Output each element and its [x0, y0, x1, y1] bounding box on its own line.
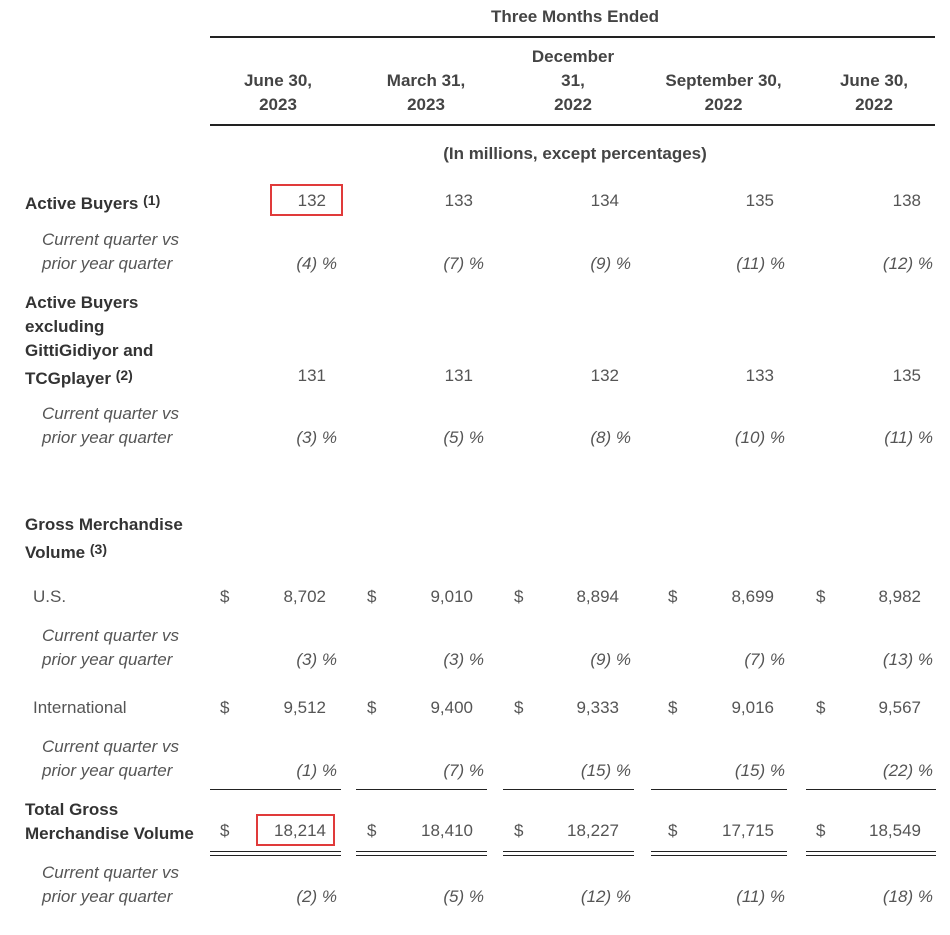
total-double-rule-4b [651, 855, 787, 856]
active-buyers-excl-yoy-2: (5) % [443, 428, 484, 447]
total-double-rule-1b [210, 855, 341, 856]
total-double-rule-5a [806, 851, 936, 852]
intl-currency-1: $ [220, 698, 230, 717]
us-yoy-1: (3) % [296, 650, 337, 669]
total-yoy-5: (18) % [882, 887, 933, 906]
col-header-2: March 31, 2023 [386, 71, 466, 114]
active-buyers-excl-yoy-1: (3) % [296, 428, 337, 447]
intl-value-5: 9,567 [878, 698, 921, 717]
us-value-5: 8,982 [878, 587, 921, 606]
intl-currency-5: $ [816, 698, 826, 717]
us-value-1: 8,702 [283, 587, 326, 606]
active-buyers-excl-value-4: 133 [745, 366, 774, 385]
subtotal-rule-2 [356, 789, 487, 790]
total-yoy-3: (12) % [580, 887, 631, 906]
intl-yoy-4: (15) % [734, 761, 785, 780]
highlight-box-active-buyers [270, 184, 343, 216]
international-label: International [33, 698, 127, 717]
intl-currency-4: $ [668, 698, 678, 717]
col-header-5: June 30, 2022 [839, 71, 909, 114]
us-label: U.S. [33, 587, 67, 606]
total-double-rule-3a [503, 851, 634, 852]
col-header-1: June 30, 2023 [243, 71, 313, 114]
total-value-4: 17,715 [722, 821, 774, 840]
subtotal-rule-1 [210, 789, 341, 790]
active-buyers-excl-yoy-4: (10) % [734, 428, 785, 447]
intl-currency-3: $ [514, 698, 524, 717]
us-currency-3: $ [514, 587, 524, 606]
active-buyers-yoy-label: Current quarter vs prior year quarter [42, 230, 179, 273]
intl-yoy-label: Current quarter vs prior year quarter [42, 737, 179, 780]
total-value-1: 18,214 [274, 821, 326, 840]
intl-yoy-3: (15) % [580, 761, 631, 780]
unit-note: (In millions, except percentages) [443, 144, 707, 163]
total-value-2: 18,410 [421, 821, 473, 840]
active-buyers-value-4: 135 [745, 191, 774, 210]
active-buyers-excl-yoy-3: (8) % [590, 428, 631, 447]
active-buyers-label: Active Buyers $^{(1)}$ [25, 192, 161, 213]
total-currency-3: $ [514, 821, 524, 840]
intl-currency-2: $ [367, 698, 377, 717]
col-header-4: September 30, 2022 [665, 71, 782, 114]
active-buyers-excl-value-1: 131 [297, 366, 326, 385]
total-value-3: 18,227 [567, 821, 619, 840]
total-double-rule-2b [356, 855, 487, 856]
us-value-4: 8,699 [731, 587, 774, 606]
intl-value-2: 9,400 [430, 698, 473, 717]
total-yoy-2: (5) % [443, 887, 484, 906]
us-yoy-4: (7) % [744, 650, 785, 669]
active-buyers-excl-yoy-5: (11) % [884, 428, 933, 447]
highlight-box-total-gmv [256, 814, 335, 846]
active-buyers-excl-yoy-label: Current quarter vs prior year quarter [42, 404, 179, 447]
total-currency-2: $ [367, 821, 377, 840]
total-yoy-1: (2) % [296, 887, 337, 906]
header-bottom-rule [210, 124, 935, 126]
total-gmv-label: Total Gross Merchandise Volume [25, 800, 194, 843]
active-buyers-excl-label: Active Buyers excluding GittiGidiyor and TCGplayer $^{(2)}$ [25, 293, 154, 388]
active-buyers-excl-value-5: 135 [892, 366, 921, 385]
total-currency-5: $ [816, 821, 826, 840]
subtotal-rule-5 [806, 789, 936, 790]
gmv-label: Gross Merchandise Volume $^{(3)}$ [25, 515, 183, 562]
intl-yoy-5: (22) % [882, 761, 933, 780]
us-value-3: 8,894 [576, 587, 619, 606]
us-yoy-label: Current quarter vs prior year quarter [42, 626, 179, 669]
active-buyers-value-1: 132 [297, 191, 326, 210]
group-title: Three Months Ended [490, 7, 660, 26]
active-buyers-yoy-5: (12) % [882, 254, 933, 273]
subtotal-rule-3 [503, 789, 634, 790]
total-double-rule-2a [356, 851, 487, 852]
total-currency-4: $ [668, 821, 678, 840]
active-buyers-excl-value-3: 132 [590, 366, 619, 385]
col-header-3: December 31, 2022 [531, 47, 615, 114]
active-buyers-yoy-3: (9) % [590, 254, 631, 273]
active-buyers-value-5: 138 [892, 191, 921, 210]
active-buyers-yoy-1: (4) % [296, 254, 337, 273]
active-buyers-value-3: 134 [590, 191, 619, 210]
total-double-rule-4a [651, 851, 787, 852]
total-double-rule-3b [503, 855, 634, 856]
intl-value-3: 9,333 [576, 698, 619, 717]
us-currency-2: $ [367, 587, 377, 606]
us-currency-5: $ [816, 587, 826, 606]
us-currency-4: $ [668, 587, 678, 606]
active-buyers-excl-value-2: 131 [444, 366, 473, 385]
active-buyers-yoy-2: (7) % [443, 254, 484, 273]
active-buyers-value-2: 133 [444, 191, 473, 210]
us-yoy-2: (3) % [443, 650, 484, 669]
intl-yoy-1: (1) % [296, 761, 337, 780]
total-double-rule-5b [806, 855, 936, 856]
total-yoy-label: Current quarter vs prior year quarter [42, 863, 179, 906]
total-double-rule-1a [210, 851, 341, 852]
us-yoy-5: (13) % [882, 650, 933, 669]
total-value-5: 18,549 [869, 821, 921, 840]
us-yoy-3: (9) % [590, 650, 631, 669]
us-currency-1: $ [220, 587, 230, 606]
total-yoy-4: (11) % [736, 887, 785, 906]
subtotal-rule-4 [651, 789, 787, 790]
intl-value-1: 9,512 [283, 698, 326, 717]
us-value-2: 9,010 [430, 587, 473, 606]
header-top-rule [210, 36, 935, 38]
intl-yoy-2: (7) % [443, 761, 484, 780]
total-currency-1: $ [220, 821, 230, 840]
active-buyers-yoy-4: (11) % [736, 254, 785, 273]
intl-value-4: 9,016 [731, 698, 774, 717]
